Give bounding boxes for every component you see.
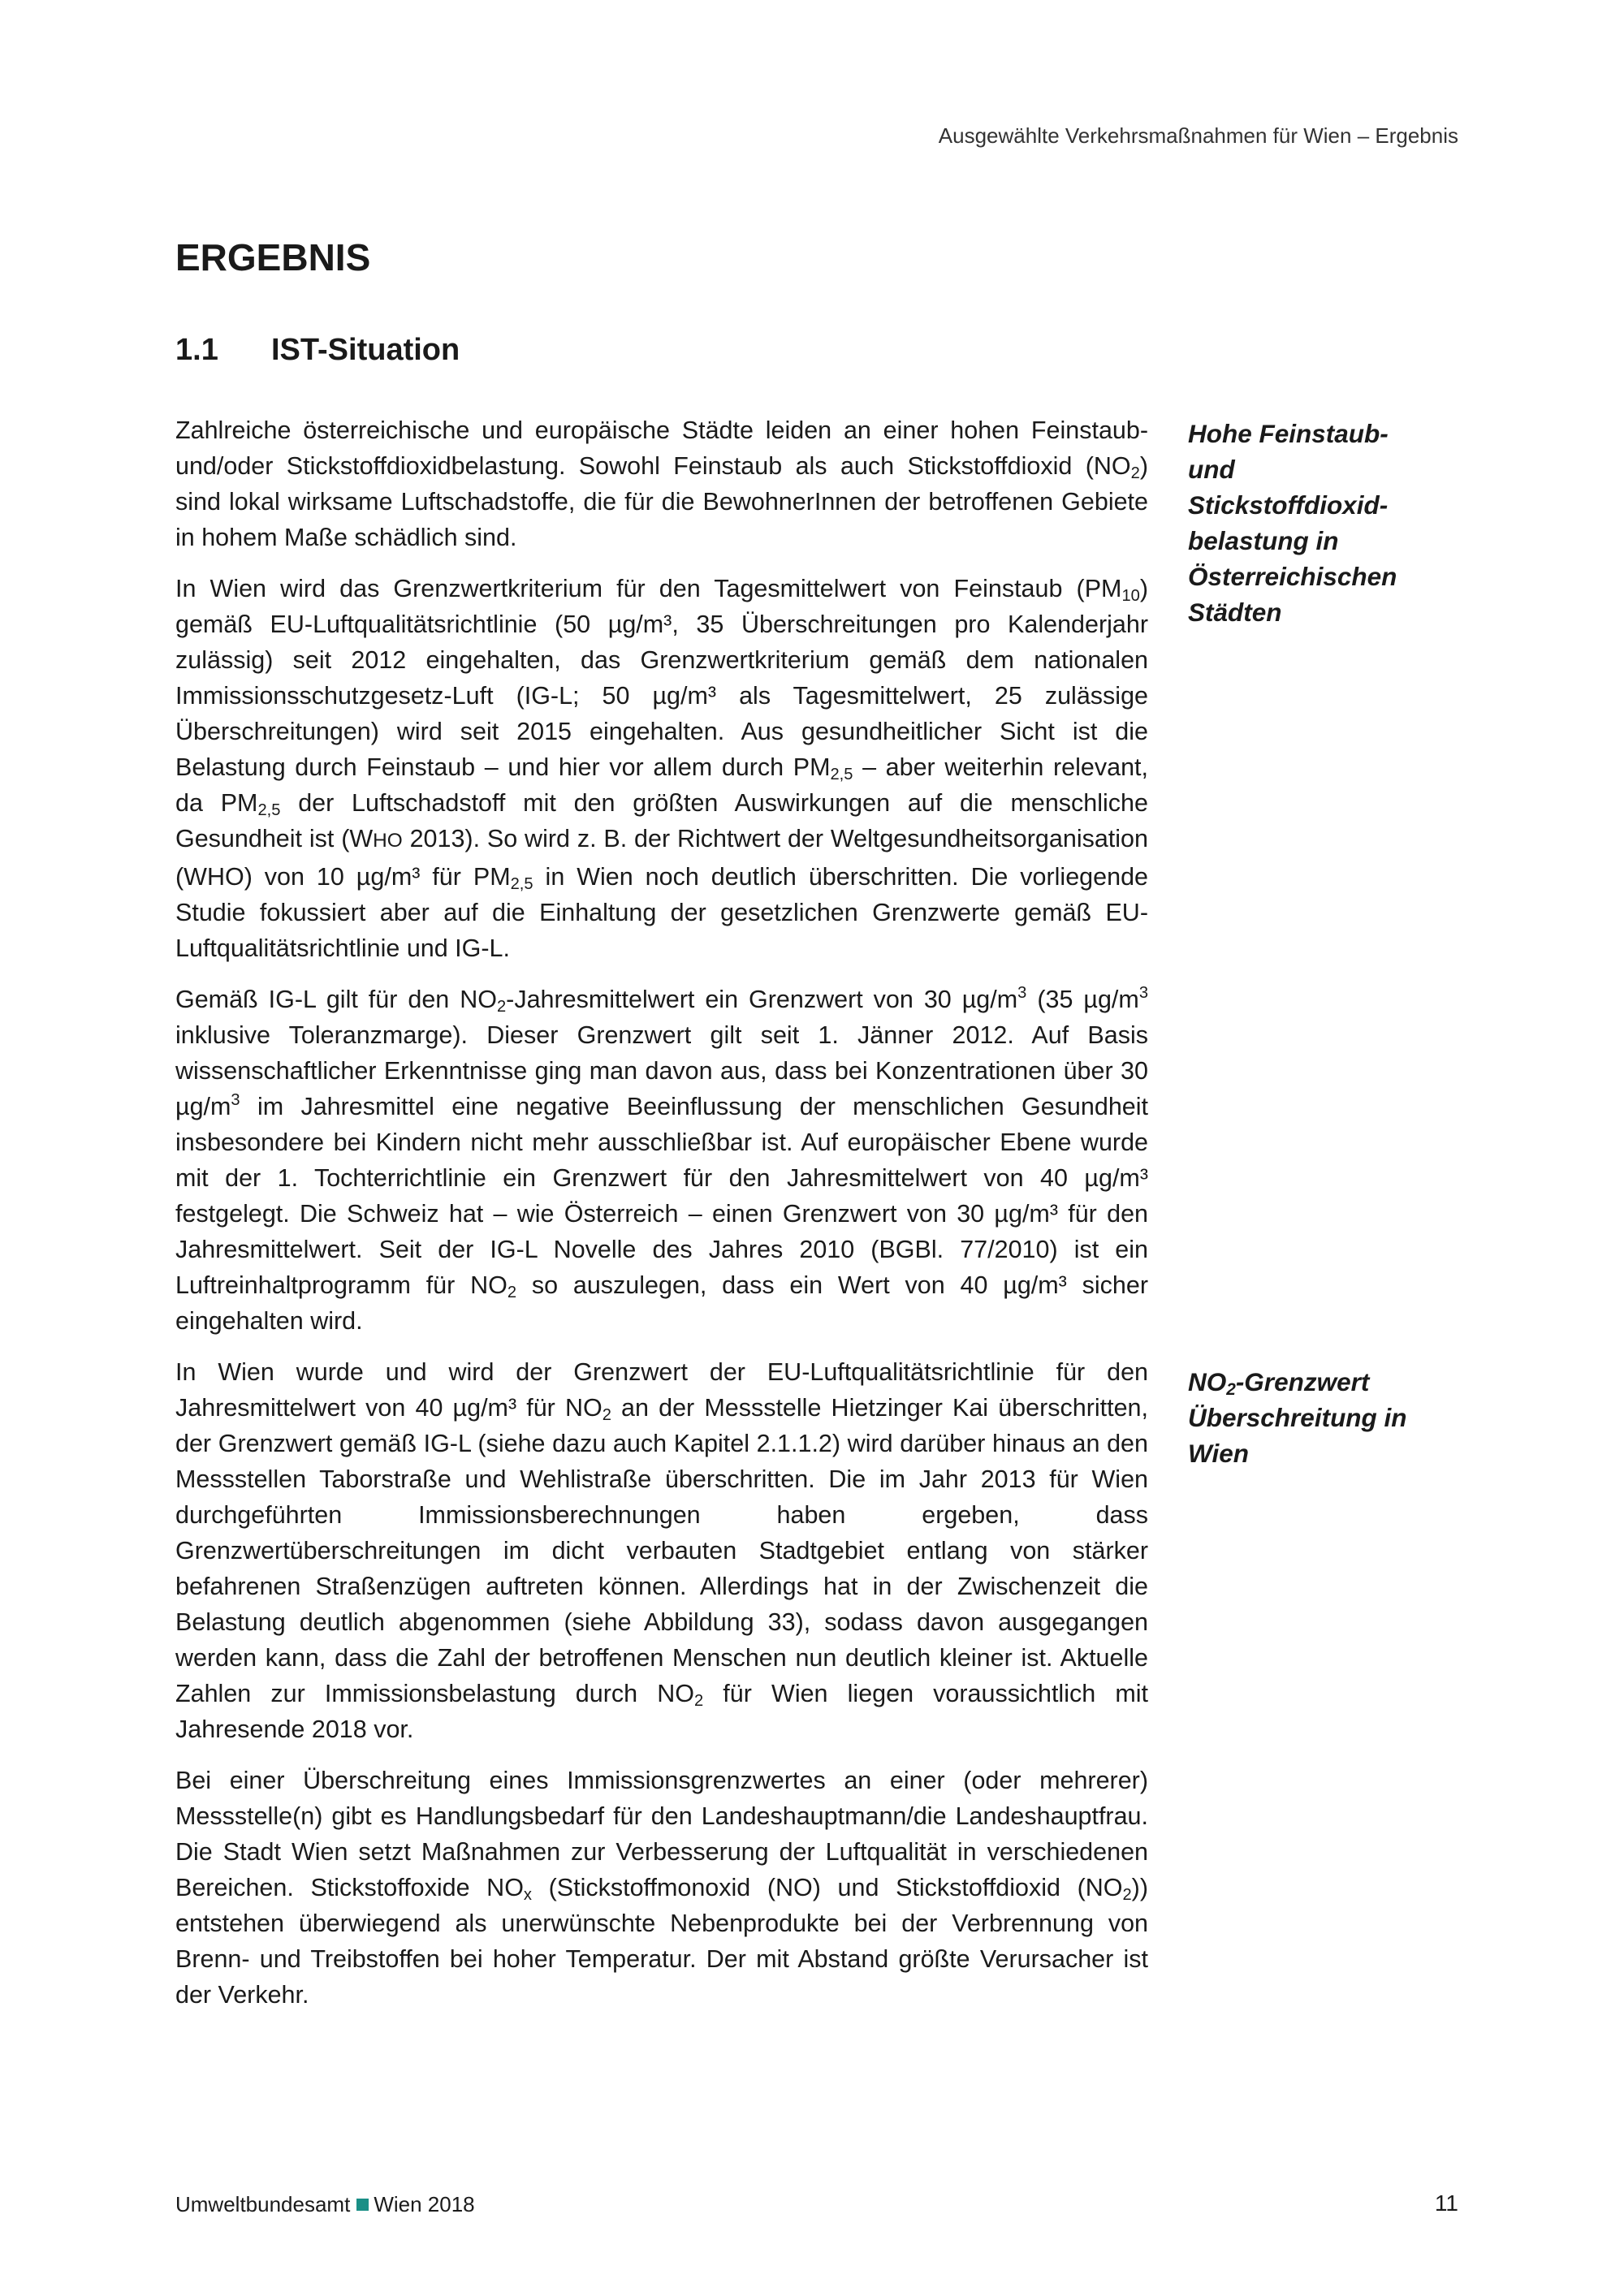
margin-note-line: belastung in	[1188, 526, 1339, 555]
margin-note-line: Stickstoffdioxid-	[1188, 490, 1389, 520]
text-run: )) entstehen überwiegend als unerwünschte Nebenprodukte bei der Verbrennung von Brenn- und Treibstoffen bei hoher Temperatur. Der mit Abstand größte Verursacher ist der Verkehr.	[175, 1874, 1148, 2009]
paragraph	[175, 982, 1148, 1339]
subscript: 10	[1121, 587, 1140, 606]
subscript: 2	[507, 1284, 517, 1302]
paragraph	[175, 1354, 1148, 1747]
superscript: 3	[231, 1090, 240, 1109]
text-run: im Jahresmittel eine negative Beeinflussung der menschlichen Gesundheit insbesondere bei Kindern nicht mehr ausschließbar ist. Auf europäischer Ebene wurde mit der 1. Tochterrichtlinie ein Grenzwert für den Jahresmittelwert von 40 µg/m³ festgelegt. Die Schweiz hat – wie Österreich – einen Grenzwert von 30 µg/m³ für den Jahresmittelwert. Seit der IG-L Novelle des Jahres 2010 (BGBl. 77/2010) ist ein Luftreinhaltprogramm für NO	[175, 1093, 1148, 1299]
body-text-column	[175, 412, 1148, 2028]
small-caps-run: HO	[373, 830, 403, 852]
text-run: an der Messstelle Hietzinger Kai überschritten, der Grenzwert gemäß IG-L (siehe dazu auch Kapitel 2.1.1.2) wird darüber hinaus an den Messstellen Taborstraße und Wehlistraße überschritten. Die im Jahr 2013 für Wien durchgeführten Immissionsberechnungen haben ergeben, dass Grenzwertüberschreitungen im dicht verbauten Stadtgebiet entlang von stärker befahrenen Straßenzügen auftreten können. Allerdings hat in der Zwischenzeit die Belastung deutlich abgenommen (siehe Abbildung 33), sodass davon ausgegangen werden kann, dass die Zahl der betroffenen Menschen nun deutlich kleiner ist. Aktuelle Zahlen zur Immissionsbelastung durch NO	[175, 1394, 1148, 1707]
subscript: 2	[602, 1406, 611, 1425]
text-run: (Stickstoffmonoxid (NO) und Stickstoffdioxid (NO	[531, 1874, 1123, 1901]
subscript: 2,5	[257, 801, 281, 820]
subscript: 2,5	[830, 766, 853, 784]
page-number: 11	[1434, 2190, 1458, 2216]
subscript: 2	[1130, 464, 1140, 483]
section-number: 1.1	[175, 333, 218, 367]
paragraph	[175, 412, 1148, 555]
text-run: für Wien liegen voraussichtlich mit Jahresende 2018 vor.	[175, 1680, 1148, 1743]
superscript: 3	[1017, 983, 1027, 1002]
section-title	[175, 333, 460, 368]
text-run: -Jahresmittelwert ein Grenzwert von 30 µg/m	[506, 986, 1018, 1013]
margin-note-line: Österreichischen	[1188, 562, 1397, 591]
subscript: 2,5	[510, 875, 533, 894]
superscript: 3	[1138, 983, 1148, 1002]
text-run: ) gemäß EU-Luftqualitätsrichtlinie (50 µg/m³, 35 Überschreitungen pro Kalenderjahr zulässig) seit 2012 eingehalten, das Grenzwertkriterium gemäß dem nationalen Immissionsschutzgesetz-Luft (IG-L; 50 µg/m³ als Tagesmittelwert, 25 zulässige Überschreitungen) wird seit 2015 eingehalten. Aus gesundheitlicher Sicht ist die Belastung durch Feinstaub – und hier vor allem durch PM	[175, 575, 1148, 781]
text-run: (35 µg/m	[1026, 986, 1139, 1013]
margin-note-line: Hohe Feinstaub-	[1188, 419, 1389, 448]
subscript: 2	[1226, 1380, 1236, 1400]
text-run: In Wien wurde und wird der Grenzwert der EU-Luftqualitätsrichtlinie für den Jahresmittelwert von 40 µg/m³ für NO	[175, 1358, 1148, 1422]
margin-note-line: Städten	[1188, 598, 1282, 627]
margin-note-line: und	[1188, 455, 1235, 484]
text-run: -Grenzwert	[1235, 1367, 1370, 1396]
margin-note-no2-limit	[1188, 1364, 1464, 1471]
running-header: Ausgewählte Verkehrsmaßnahmen für Wien – Ergebnis	[938, 123, 1458, 148]
section-heading-text: IST-Situation	[271, 333, 460, 367]
subscript: 2	[693, 1692, 704, 1711]
footer-square-separator	[356, 2199, 369, 2211]
chapter-title: ERGEBNIS	[175, 236, 371, 278]
text-run: 2013). So wird z. B. der Richtwert der Weltgesundheitsorganisation (WHO) von 10 µg/m³ für PM	[175, 825, 1148, 891]
text-run: der Luftschadstoff mit den größten Auswirkungen auf die menschliche Gesundheit ist (W	[175, 789, 1148, 852]
text-run: ) sind lokal wirksame Luftschadstoffe, die für die BewohnerInnen der betroffenen Gebiete in hohem Maße schädlich sind.	[175, 452, 1148, 551]
margin-note-fine-dust	[1188, 416, 1464, 630]
text-run: Zahlreiche österreichische und europäische Städte leiden an einer hohen Feinstaub- und/oder Stickstoffdioxidbelastung. Sowohl Feinstaub als auch Stickstoffdioxid (NO	[175, 416, 1148, 480]
subscript: 2	[496, 998, 507, 1016]
text-run: so auszulegen, dass ein Wert von 40 µg/m³ sicher eingehalten wird.	[175, 1271, 1148, 1335]
subscript: x	[523, 1886, 532, 1905]
text-run: In Wien wird das Grenzwertkriterium für den Tagesmittelwert von Feinstaub (PM	[175, 575, 1122, 602]
text-run: inklusive Toleranzmarge). Dieser Grenzwert gilt seit 1. Jänner 2012. Auf Basis wissenschaftlicher Erkenntnisse ging man davon aus, dass bei Konzentrationen über 30 µg/m	[175, 1021, 1148, 1120]
subscript: 2	[1122, 1886, 1132, 1905]
text-run: Gemäß IG-L gilt für den NO	[175, 986, 497, 1013]
text-run: in Wien noch deutlich überschritten. Die vorliegende Studie fokussiert aber auf die Einhaltung der gesetzlichen Grenzwerte gemäß EU-Luftqualitätsrichtlinie und IG-L.	[175, 863, 1148, 962]
margin-note-line	[1188, 1364, 1464, 1400]
paragraph	[175, 571, 1148, 966]
margin-note-line: Wien	[1188, 1439, 1249, 1468]
text-run: – aber weiterhin relevant, da PM	[175, 753, 1148, 817]
text-run: NO	[1188, 1367, 1227, 1396]
footer-publisher	[175, 2192, 475, 2217]
footer-publisher-name: Umweltbundesamt	[175, 2192, 351, 2216]
footer-place-year: Wien 2018	[374, 2192, 475, 2216]
margin-note-line: Überschreitung in	[1188, 1403, 1407, 1432]
paragraph	[175, 1763, 1148, 2013]
text-run: Bei einer Überschreitung eines Immissionsgrenzwertes an einer (oder mehrerer) Messstelle(n) gibt es Handlungsbedarf für den Landeshauptmann/die Landeshauptfrau. Die Stadt Wien setzt Maßnahmen zur Verbesserung der Luftqualität in verschiedenen Bereichen. Stickstoffoxide NO	[175, 1767, 1148, 1901]
